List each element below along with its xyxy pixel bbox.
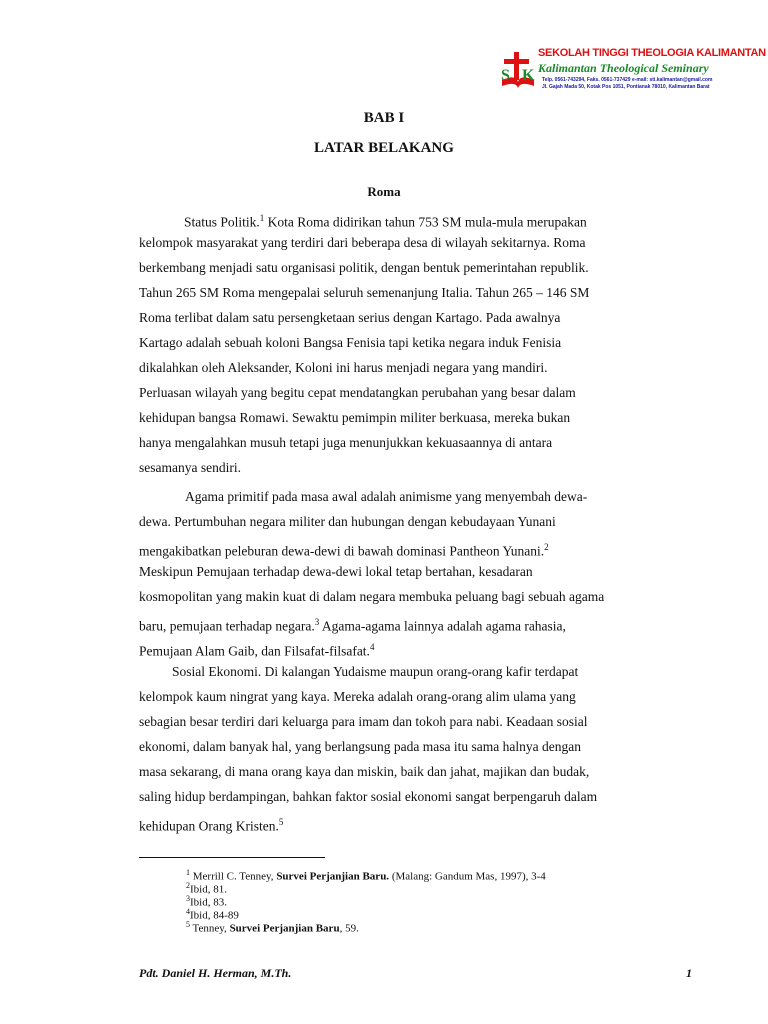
footnote-separator xyxy=(139,857,325,858)
body-line xyxy=(139,410,679,426)
text-run: Roma terlibat dalam satu persengketaan serius dengan Kartago. Pada awalnya xyxy=(139,310,561,325)
footnote xyxy=(186,918,359,936)
text-run: Ibid, 81. xyxy=(190,883,227,896)
text-run: dewa. Pertumbuhan negara militer dan hubungan dengan kebudayaan Yunani xyxy=(139,514,556,529)
book-title: Survei Perjanjian Baru. xyxy=(276,870,390,883)
body-line xyxy=(139,335,679,351)
footnote-ref: 4 xyxy=(186,907,190,916)
chapter-title: LATAR BELAKANG xyxy=(314,140,454,156)
text-run: dikalahkan oleh Aleksander, Koloni ini harus menjadi negara yang mandiri. xyxy=(139,360,548,375)
body-line xyxy=(139,360,679,376)
footnote-ref: 1 xyxy=(186,868,190,877)
logo-contact xyxy=(542,77,712,91)
footnote-ref: 5 xyxy=(278,817,284,827)
text-run: Tenney, xyxy=(190,922,230,935)
text-run: berkembang menjadi satu organisasi politik, dengan bentuk pemerintahan republik. xyxy=(139,260,589,275)
footnote-ref: 2 xyxy=(186,881,190,890)
footnote-ref: 1 xyxy=(259,213,265,223)
text-run: Ibid, 83. xyxy=(190,896,227,909)
footnote-ref: 2 xyxy=(544,542,549,552)
text-run: kelompok masyarakat yang terdiri dari beberapa desa di wilayah sekitarnya. Roma xyxy=(139,235,586,250)
text-run: (Malang: Gandum Mas, 1997), 3-4 xyxy=(389,870,546,883)
body-line xyxy=(139,285,679,301)
page-number: 1 xyxy=(686,966,692,980)
svg-text:K: K xyxy=(522,67,535,84)
footnote xyxy=(186,866,546,884)
text-run: ekonomi, dalam banyak hal, yang berlangsung pada masa itu sama halnya dengan xyxy=(139,739,581,754)
body-line xyxy=(139,739,679,755)
body-line xyxy=(139,235,679,251)
body-line xyxy=(139,514,679,530)
text-run: Sosial Ekonomi. Di kalangan Yudaisme maupun orang-orang kafir terdapat xyxy=(172,664,579,679)
text-run: mengakibatkan peleburan dewa-dewi di bawah dominasi Pantheon Yunani. xyxy=(139,543,545,559)
text-run: Merrill C. Tenney, xyxy=(190,870,277,883)
text-run: hanya mengalahkan musuh tetapi juga menunjukkan kekuasaannya di antara xyxy=(139,435,553,450)
chapter-number: BAB I xyxy=(363,110,405,126)
text-run: kehidupan bangsa Romawi. Sewaktu pemimpin militer berkuasa, mereka bukan xyxy=(139,410,571,425)
footnote-ref: 3 xyxy=(186,894,190,903)
text-run: Perluasan wilayah yang begitu cepat mendatangkan perubahan yang besar dalam xyxy=(139,385,576,400)
body-line xyxy=(139,639,679,660)
text-run: Kota Roma didirikan tahun 753 SM mula-mula merupakan xyxy=(264,214,587,230)
footnote-ref: 4 xyxy=(369,642,375,652)
footer-author: Pdt. Daniel H. Herman, M.Th. xyxy=(139,966,292,980)
logo-title: SEKOLAH TINGGI THEOLOGIA KALIMANTAN xyxy=(538,47,766,59)
logo-contact-line: Jl. Gajah Mada 50, Kotak Pos 1051, Pontianak 78010, Kalimantan Barat xyxy=(542,84,710,90)
text-run: sesamanya sendiri. xyxy=(139,460,241,475)
body-line xyxy=(139,564,679,580)
svg-text:S: S xyxy=(501,67,510,84)
body-line xyxy=(139,539,679,560)
seminary-logo xyxy=(498,44,766,98)
text-run: Tahun 265 SM Roma mengepalai seluruh semenanjung Italia. Tahun 265 – 146 SM xyxy=(139,285,590,300)
text-run: Ibid, 84-89 xyxy=(190,909,239,922)
logo-contact-line: Telp. 0561-743294, Faks. 0561-737429 e-mail: sti.kalimantan@gmail.com xyxy=(542,77,713,83)
text-run: saling hidup berdampingan, bahkan faktor sosial ekonomi sangat berpengaruh dalam xyxy=(139,789,598,804)
body-line xyxy=(139,260,679,276)
seminary-emblem-icon xyxy=(498,50,538,90)
text-run: baru, pemujaan terhadap negara. xyxy=(139,618,315,634)
body-line xyxy=(139,664,712,680)
footnote-ref: 3 xyxy=(314,617,320,627)
text-run: masa sekarang, di mana orang kaya dan miskin, baik dan jahat, majikan dan budak, xyxy=(139,764,590,779)
body-line xyxy=(139,589,679,605)
body-line xyxy=(139,814,679,835)
text-run: Agama-agama lainnya adalah agama rahasia, xyxy=(319,618,566,634)
body-line xyxy=(139,385,679,401)
footnote-ref: 5 xyxy=(186,920,190,929)
body-line xyxy=(139,764,679,780)
body-line xyxy=(139,489,725,505)
text-run: kosmopolitan yang makin kuat di dalam negara membuka peluang bagi sebuah agama xyxy=(139,589,605,604)
body-line xyxy=(139,310,679,326)
text-run: kehidupan Orang Kristen. xyxy=(139,818,279,834)
logo-subtitle: Kalimantan Theological Seminary xyxy=(538,61,709,75)
text-run: Pemujaan Alam Gaib, dan Filsafat-filsafat. xyxy=(139,643,370,659)
text-run: Agama primitif pada masa awal adalah animisme yang menyembah dewa- xyxy=(185,489,588,504)
body-line xyxy=(139,210,724,231)
body-line xyxy=(139,460,679,476)
body-line xyxy=(139,614,679,635)
text-run: Status Politik. xyxy=(184,214,260,230)
text-run: Kartago adalah sebuah koloni Bangsa Fenisia tapi ketika negara induk Fenisia xyxy=(139,335,562,350)
text-run: sebagian besar terdiri dari keluarga para imam dan tokoh para nabi. Keadaan sosial xyxy=(139,714,588,729)
book-title: Survei Perjanjian Baru xyxy=(229,922,340,935)
body-line xyxy=(139,435,679,451)
body-line xyxy=(139,689,679,705)
text-run: kelompok kaum ningrat yang kaya. Mereka adalah orang-orang alim ulama yang xyxy=(139,689,576,704)
body-line xyxy=(139,714,679,730)
text-run: Meskipun Pemujaan terhadap dewa-dewi lokal tetap bertahan, kesadaran xyxy=(139,564,533,579)
text-run: , 59. xyxy=(339,922,359,935)
body-line xyxy=(139,789,679,805)
section-title: Roma xyxy=(367,184,401,199)
